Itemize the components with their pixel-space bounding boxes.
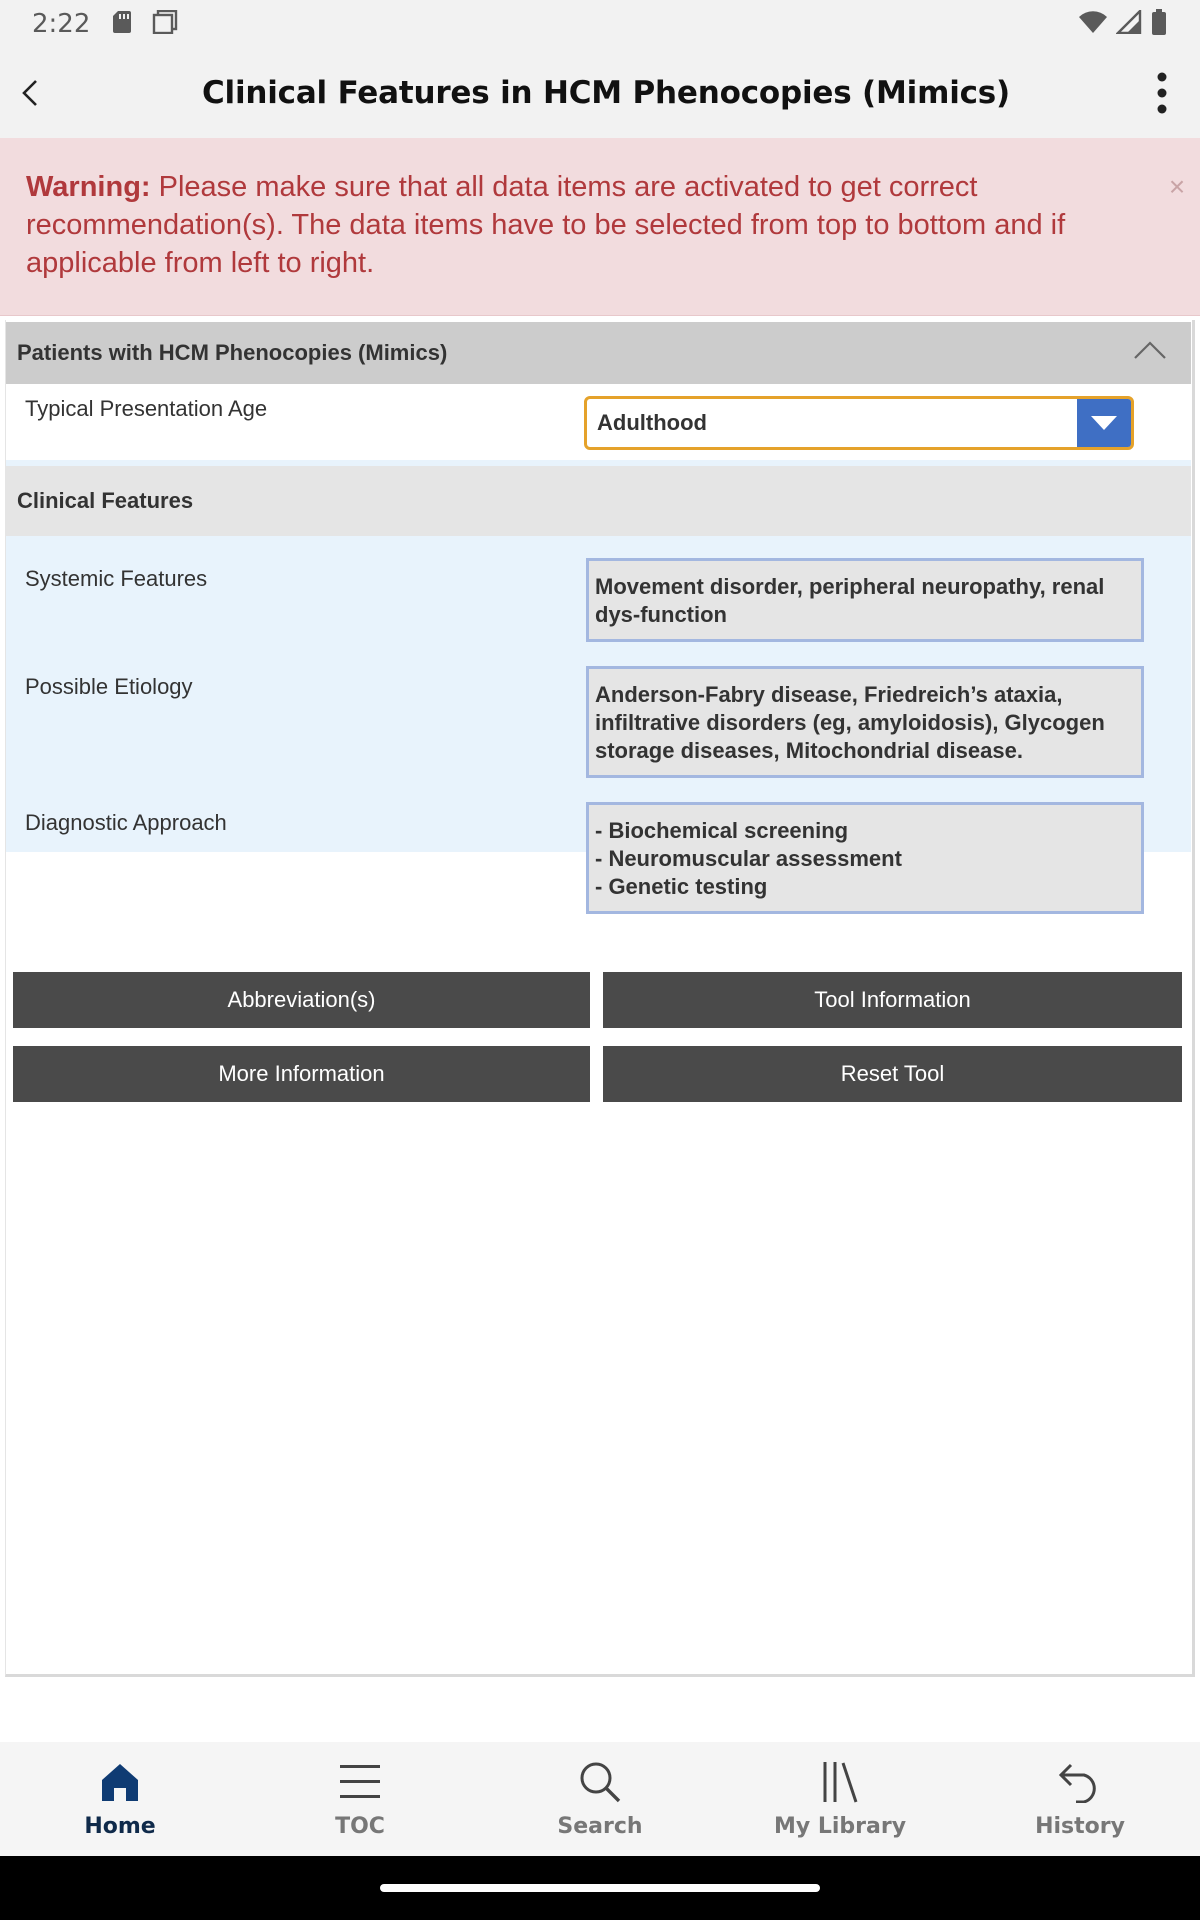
age-row [6,384,1191,460]
status-time: 2:22 [32,9,91,39]
close-icon[interactable]: × [1168,171,1186,202]
sd-card-icon [112,10,132,39]
system-gesture-bar [0,1856,1200,1920]
diagnostic-line: - Genetic testing [595,874,768,899]
possible-etiology-label: Possible Etiology [25,674,193,699]
warning-banner [0,138,1200,316]
nav-toc[interactable] [240,1742,480,1856]
systemic-features-label: Systemic Features [25,566,208,591]
clinical-features-header [6,460,1191,536]
systemic-features-value: Movement disorder, peripheral neuropathy, renal dys-function [586,558,1144,642]
nav-my-library[interactable] [720,1742,960,1856]
chevron-up-icon [1133,340,1167,360]
back-arrow-icon [20,78,40,108]
warning-text: Please make sure that all data items are activated to get correct recommendation(s). The data items have to be selected from top to bottom and if applicable from left to right. [26,171,1066,279]
tool-frame [5,320,1195,1677]
app-bar [0,48,1200,138]
search-icon [578,1760,622,1804]
diagnostic-line: - Biochemical screening [595,818,849,843]
age-select-value: Adulthood [597,410,707,435]
section-title: Patients with HCM Phenocopies (Mimics) [17,340,448,365]
diagnostic-line: - Neuromuscular assessment [595,846,902,871]
more-information-button[interactable]: More Information [13,1046,590,1102]
diagnostic-approach-label: Diagnostic Approach [25,810,227,835]
nav-home[interactable] [0,1742,240,1856]
home-gesture-handle[interactable] [380,1884,820,1892]
nav-label: TOC [335,1814,385,1839]
reset-tool-button[interactable]: Reset Tool [603,1046,1182,1102]
age-label: Typical Presentation Age [25,396,268,421]
bottom-navigation [0,1742,1200,1856]
nav-label: Home [84,1814,156,1839]
more-vert-icon [1157,72,1167,114]
undo-history-icon [1058,1761,1102,1803]
nav-search[interactable] [480,1742,720,1856]
wifi-icon [1078,10,1108,39]
nav-label: History [1035,1814,1125,1839]
clinical-features-body [6,536,1191,899]
back-button[interactable] [0,48,60,138]
screenshot-icon [152,10,178,39]
dropdown-arrow-button[interactable] [1077,399,1131,447]
nav-history[interactable] [960,1742,1200,1856]
diagnostic-approach-value [586,802,1144,914]
abbreviations-button[interactable]: Abbreviation(s) [13,972,590,1028]
home-icon [99,1761,141,1803]
warning-label: Warning: [26,171,151,203]
possible-etiology-value: Anderson-Fabry disease, Friedreich’s ataxia, infiltrative disorders (eg, amyloidosis), Glycogen storage diseases, Mitochondrial disease. [586,666,1144,778]
signal-icon [1116,10,1142,39]
status-bar [0,0,1200,48]
nav-label: Search [557,1814,643,1839]
library-icon [822,1761,858,1803]
page-title: Clinical Features in HCM Phenocopies (Mimics) [201,75,1011,111]
chevron-down-icon [1089,414,1119,432]
clinical-features-title: Clinical Features [17,488,194,513]
nav-label: My Library [773,1814,907,1839]
age-select[interactable] [584,396,1134,450]
more-options-button[interactable] [1132,48,1192,138]
menu-icon [339,1763,381,1801]
tool-information-button[interactable]: Tool Information [603,972,1182,1028]
section-header[interactable] [6,322,1191,384]
battery-icon [1150,9,1168,40]
